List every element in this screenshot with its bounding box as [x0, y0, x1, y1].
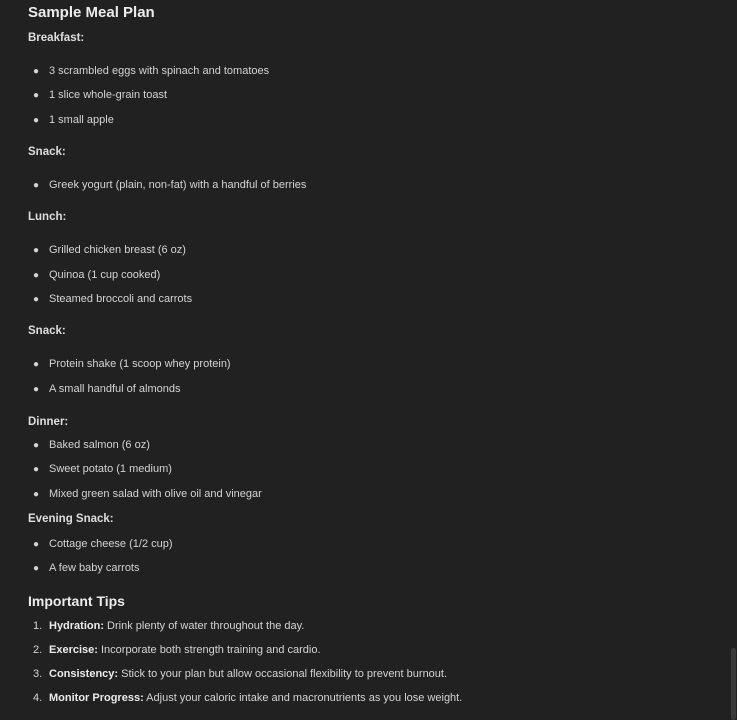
- tip-text: Incorporate both strength training and cardio.: [97, 644, 321, 656]
- list-item-text: Grilled chicken breast (6 oz): [49, 244, 186, 256]
- bullet-icon: ●: [33, 294, 40, 305]
- bullet-icon: ●: [33, 115, 40, 126]
- list-item: [33, 178, 306, 193]
- list-item-text: 3 scrambled eggs with spinach and tomatoes: [49, 65, 270, 77]
- bullet-icon: ●: [33, 66, 40, 77]
- bullet-icon: ●: [33, 489, 40, 500]
- list-item: [33, 561, 140, 576]
- tip-term: Exercise:: [49, 644, 98, 656]
- section-label-dinner: Dinner:: [28, 416, 69, 428]
- bullet-icon: ●: [33, 440, 40, 451]
- list-item-text: A small handful of almonds: [49, 383, 181, 395]
- section-label-snack-2: Snack:: [28, 325, 66, 337]
- list-item: [33, 357, 231, 372]
- tip-number: 2.: [33, 644, 43, 656]
- tip-term: Monitor Progress:: [49, 692, 144, 704]
- list-item: [33, 88, 167, 103]
- list-item-text: Protein shake (1 scoop whey protein): [49, 358, 231, 370]
- bullet-icon: ●: [33, 464, 40, 475]
- section-label-breakfast: Breakfast:: [28, 32, 85, 44]
- list-item: [33, 487, 262, 502]
- list-item-text: Sweet potato (1 medium): [49, 463, 172, 475]
- tip-item: [33, 643, 321, 657]
- list-item: [33, 537, 173, 552]
- bullet-icon: ●: [33, 384, 40, 395]
- list-item: [33, 382, 180, 397]
- list-item: [33, 292, 192, 307]
- list-item-text: 1 small apple: [49, 114, 114, 126]
- list-item: [33, 268, 160, 283]
- tip-term: Hydration:: [49, 620, 104, 632]
- list-item-text: Baked salmon (6 oz): [49, 439, 150, 451]
- section-label-evening-snack: Evening Snack:: [28, 513, 114, 525]
- bullet-icon: ●: [33, 270, 40, 281]
- list-item-text: Cottage cheese (1/2 cup): [49, 538, 173, 550]
- list-item: [33, 438, 150, 453]
- tip-item: [33, 691, 462, 705]
- bullet-icon: ●: [33, 245, 40, 256]
- tip-number: 4.: [33, 692, 43, 704]
- list-item-text: Quinoa (1 cup cooked): [49, 269, 161, 281]
- list-item: [33, 243, 186, 258]
- bullet-icon: ●: [33, 539, 40, 550]
- section-label-snack: Snack:: [28, 146, 66, 158]
- list-item: [33, 462, 172, 477]
- tip-text: Stick to your plan but allow occasional flexibility to prevent burnout.: [118, 668, 448, 680]
- list-item-text: Mixed green salad with olive oil and vinegar: [49, 488, 262, 500]
- bullet-icon: ●: [33, 359, 40, 370]
- tip-text: Drink plenty of water throughout the day.: [104, 620, 305, 632]
- tip-number: 1.: [33, 620, 43, 632]
- tip-item: [33, 619, 304, 633]
- scrollbar-thumb[interactable]: [731, 648, 736, 720]
- bullet-icon: ●: [33, 90, 40, 101]
- list-item-text: A few baby carrots: [49, 562, 140, 574]
- list-item-text: Greek yogurt (plain, non-fat) with a handful of berries: [49, 179, 307, 191]
- tip-term: Consistency:: [49, 668, 119, 680]
- tips-title: Important Tips: [28, 593, 125, 609]
- tip-item: [33, 667, 447, 681]
- list-item-text: 1 slice whole-grain toast: [49, 89, 168, 101]
- bullet-icon: ●: [33, 180, 40, 191]
- meal-plan-title: Sample Meal Plan: [28, 4, 155, 21]
- tip-text: Adjust your caloric intake and macronutrients as you lose weight.: [143, 692, 463, 704]
- list-item-text: Steamed broccoli and carrots: [49, 293, 193, 305]
- section-label-lunch: Lunch:: [28, 211, 67, 223]
- bullet-icon: ●: [33, 563, 40, 574]
- tip-number: 3.: [33, 668, 43, 680]
- list-item: [33, 113, 114, 128]
- list-item: [33, 64, 269, 79]
